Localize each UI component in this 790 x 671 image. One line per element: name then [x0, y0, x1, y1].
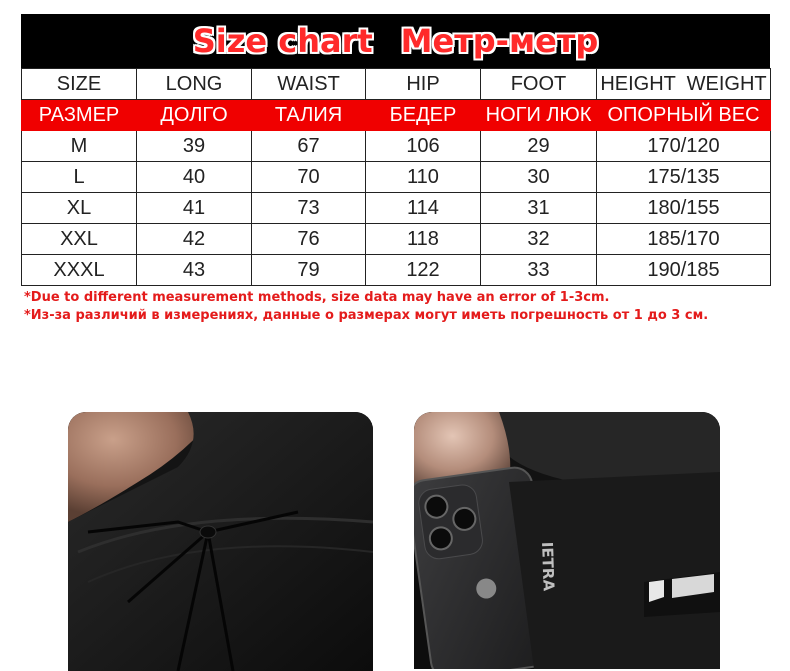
phone-pocket-illustration [414, 412, 720, 669]
table-cell: 67 [252, 131, 366, 162]
table-cell: 41 [137, 193, 252, 224]
header-row-en [22, 69, 771, 100]
table-cell: 190/185 [597, 255, 771, 286]
header-cell: FOOT [481, 69, 597, 100]
table-cell: XL [22, 193, 137, 224]
banner-title [193, 22, 599, 60]
size-chart-banner [21, 14, 770, 68]
header-row-ru [22, 100, 771, 131]
table-cell: 43 [137, 255, 252, 286]
header-cell-ru: НОГИ ЛЮК [481, 100, 597, 131]
table-cell: 73 [252, 193, 366, 224]
table-cell: 76 [252, 224, 366, 255]
table-row [22, 224, 771, 255]
table-cell: 118 [366, 224, 481, 255]
table-row [22, 255, 771, 286]
fabric-print-text: IETRA [538, 541, 558, 592]
waistband-drawstring-photo [68, 412, 373, 671]
header-cell-ru: БЕДЕР [366, 100, 481, 131]
table-cell: 33 [481, 255, 597, 286]
table-row [22, 131, 771, 162]
header-cell: HIP [366, 69, 481, 100]
table-row [22, 162, 771, 193]
header-cell-ru: ОПОРНЫЙ ВЕС [597, 100, 771, 131]
table-cell: 39 [137, 131, 252, 162]
header-cell-ru: РАЗМЕР [22, 100, 137, 131]
table-cell: 170/120 [597, 131, 771, 162]
banner-title-ru: Метр-метр [400, 22, 599, 60]
drawstring-illustration [68, 412, 373, 671]
table-cell: 110 [366, 162, 481, 193]
header-cell: SIZE [22, 69, 137, 100]
table-cell: 42 [137, 224, 252, 255]
table-cell: 31 [481, 193, 597, 224]
table-cell: 40 [137, 162, 252, 193]
table-row [22, 193, 771, 224]
pocket-phone-photo [414, 412, 720, 669]
table-cell: L [22, 162, 137, 193]
header-cell: HEIGHT WEIGHT [597, 69, 771, 100]
header-cell-ru: ТАЛИЯ [252, 100, 366, 131]
table-cell: 106 [366, 131, 481, 162]
table-cell: 180/155 [597, 193, 771, 224]
measurement-note-ru: *Из-за различий в измерениях, данные о размерах могут иметь погрешность от 1 до 3 см. [24, 308, 709, 323]
header-cell: WAIST [252, 69, 366, 100]
table-cell: XXL [22, 224, 137, 255]
table-cell: 70 [252, 162, 366, 193]
table-cell: 114 [366, 193, 481, 224]
table-cell: 175/135 [597, 162, 771, 193]
header-cell-ru: ДОЛГО [137, 100, 252, 131]
table-cell: 29 [481, 131, 597, 162]
table-cell: 122 [366, 255, 481, 286]
measurement-note-en: *Due to different measurement methods, size data may have an error of 1-3cm. [24, 290, 610, 305]
table-cell: 185/170 [597, 224, 771, 255]
size-table [21, 68, 771, 286]
table-cell: M [22, 131, 137, 162]
table-cell: XXXL [22, 255, 137, 286]
table-cell: 32 [481, 224, 597, 255]
table-cell: 30 [481, 162, 597, 193]
table-cell: 79 [252, 255, 366, 286]
header-cell: LONG [137, 69, 252, 100]
banner-title-en: Size chart [192, 22, 373, 60]
